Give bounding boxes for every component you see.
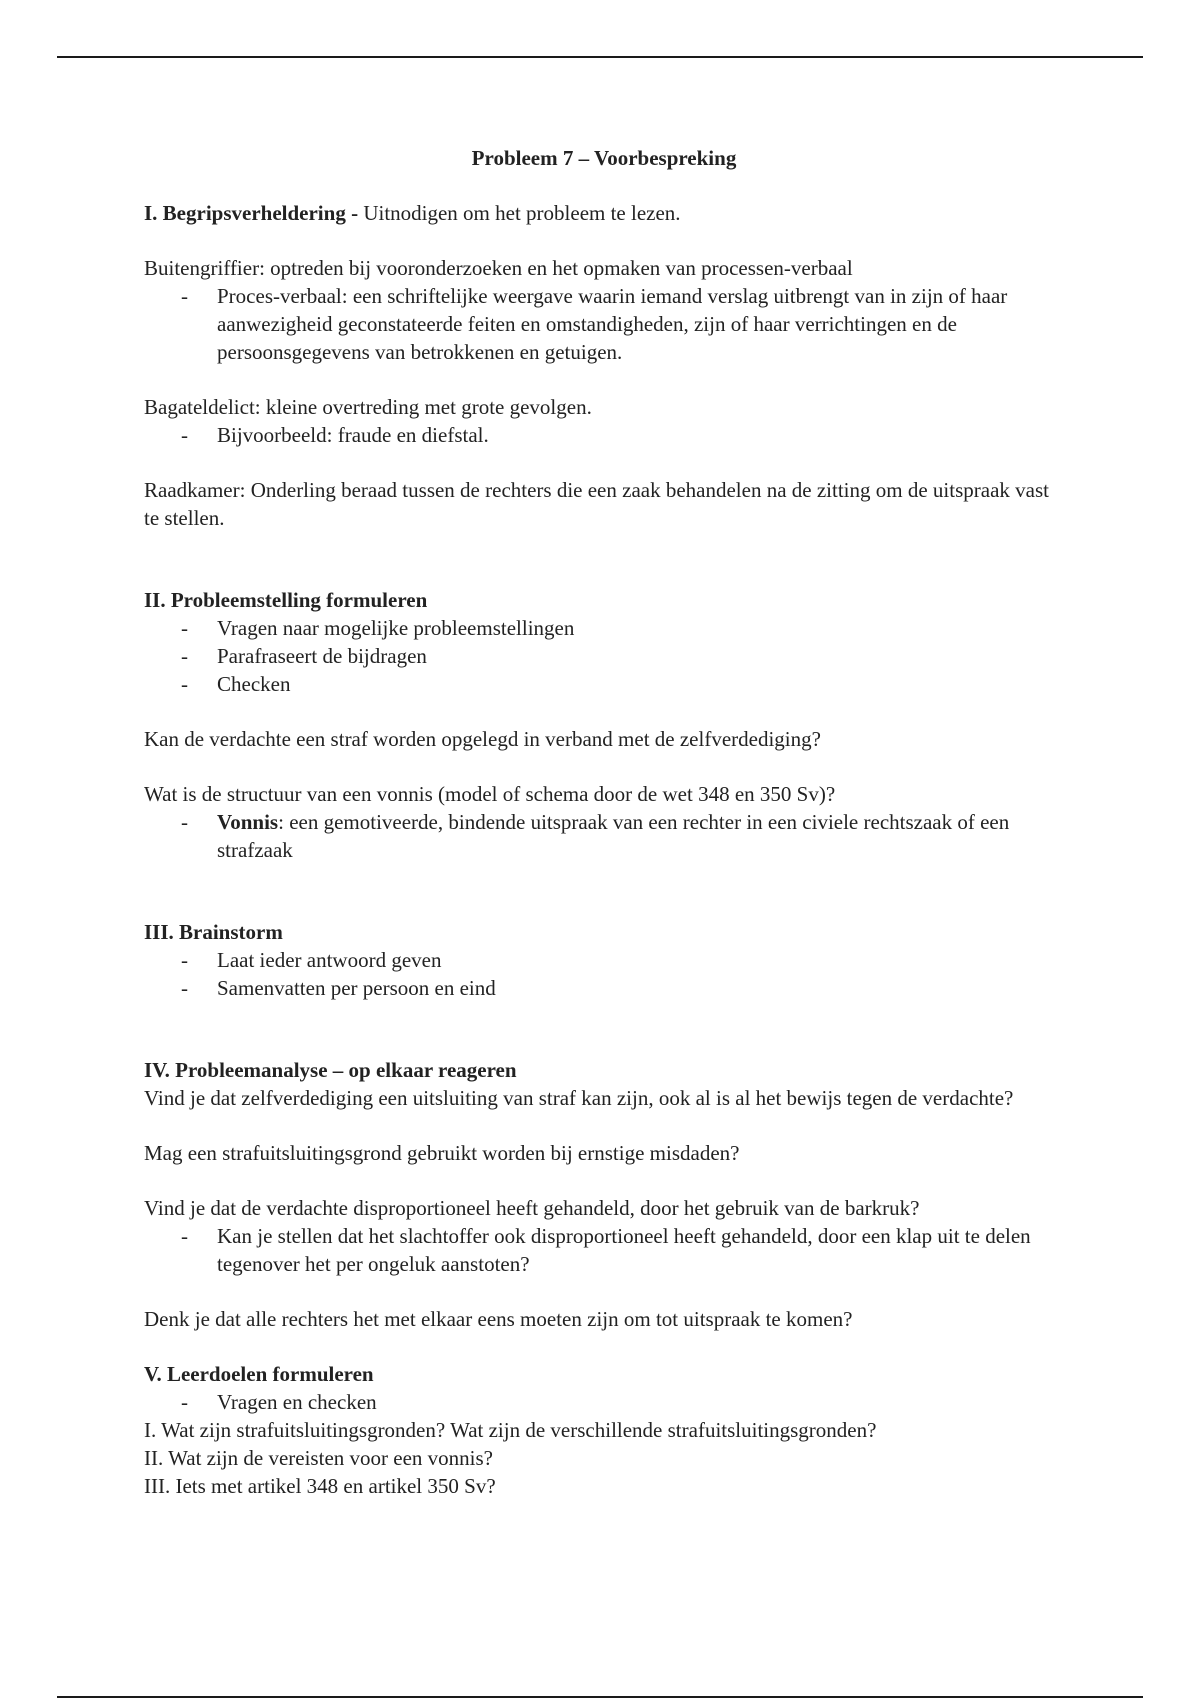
vonnis-definition: : een gemotiveerde, bindende uitspraak van een rechter in een civiele rechtszaak of een strafzaak bbox=[217, 810, 1010, 862]
section-2-question-1: Kan de verdachte een straf worden opgelegd in verband met de zelfverdediging? bbox=[144, 727, 821, 751]
section-1-intro bbox=[144, 199, 1064, 227]
section-1-heading: I. Begripsverheldering - bbox=[144, 201, 359, 225]
footer-rule bbox=[57, 1696, 1143, 1698]
vonnis-list bbox=[144, 808, 1064, 864]
section-4-question-3: Vind je dat de verdachte disproportioneel heeft gehandeld, door het gebruik van de barkruk? bbox=[144, 1196, 920, 1220]
bagateldelict-list bbox=[144, 421, 1064, 449]
document-body bbox=[144, 144, 1064, 1500]
list-item: - Laat ieder antwoord geven bbox=[181, 948, 442, 972]
list-item: - Vonnis: een gemotiveerde, bindende uitspraak van een rechter in een civiele rechtszaak of een strafzaak bbox=[181, 810, 1010, 862]
section-4-question-2: Mag een strafuitsluitingsgrond gebruikt worden bij ernstige misdaden? bbox=[144, 1141, 740, 1165]
learning-goal-1: I. Wat zijn strafuitsluitingsgronden? Wat zijn de verschillende strafuitsluitingsgronden? bbox=[144, 1418, 877, 1442]
section-4-list bbox=[144, 1222, 1064, 1278]
list-item: - Checken bbox=[181, 672, 291, 696]
list-item: - Samenvatten per persoon en eind bbox=[181, 976, 496, 1000]
section-5-heading: V. Leerdoelen formuleren bbox=[144, 1362, 374, 1386]
section-4-question-4: Denk je dat alle rechters het met elkaar eens moeten zijn om tot uitspraak te komen? bbox=[144, 1307, 853, 1331]
learning-goal-2: II. Wat zijn de vereisten voor een vonnis? bbox=[144, 1446, 493, 1470]
section-4-question-1: Vind je dat zelfverdediging een uitsluiting van straf kan zijn, ook al is al het bewijs tegen de verdachte? bbox=[144, 1086, 1014, 1110]
buitengriffier-list bbox=[144, 282, 1064, 366]
list-item: - Vragen naar mogelijke probleemstellingen bbox=[181, 616, 575, 640]
document-title: Probleem 7 – Voorbespreking bbox=[471, 146, 737, 170]
header-rule bbox=[57, 56, 1143, 58]
learning-goal-3: III. Iets met artikel 348 en artikel 350 Sv? bbox=[144, 1474, 496, 1498]
section-2-heading: II. Probleemstelling formuleren bbox=[144, 588, 428, 612]
term-raadkamer: Raadkamer: Onderling beraad tussen de rechters die een zaak behandelen na de zitting om de uitspraak vast te stellen. bbox=[144, 478, 1049, 530]
section-2-question-2: Wat is de structuur van een vonnis (model of schema door de wet 348 en 350 Sv)? bbox=[144, 782, 836, 806]
term-bagateldelict: Bagateldelict: kleine overtreding met grote gevolgen. bbox=[144, 395, 592, 419]
vonnis-term: Vonnis bbox=[217, 810, 279, 834]
section-5-list bbox=[144, 1388, 1064, 1416]
section-3-list bbox=[144, 946, 1064, 1002]
list-item: - Proces-verbaal: een schriftelijke weergave waarin iemand verslag uitbrengt van in zijn of haar aanwezigheid geconstateerde feiten en omstandigheden, zijn of haar verrichtingen en de persoonsgegevens van betrokkenen en getuigen. bbox=[181, 284, 1008, 364]
list-item: - Kan je stellen dat het slachtoffer ook disproportioneel heeft gehandeld, door een klap uit te delen tegenover het per ongeluk aanstoten? bbox=[181, 1224, 1031, 1276]
section-1-text: Uitnodigen om het probleem te lezen. bbox=[358, 201, 681, 225]
list-item: - Vragen en checken bbox=[181, 1390, 377, 1414]
section-2-list bbox=[144, 614, 1064, 698]
section-4-heading: IV. Probleemanalyse – op elkaar reageren bbox=[144, 1058, 517, 1082]
term-buitengriffier: Buitengriffier: optreden bij vooronderzoeken en het opmaken van processen-verbaal bbox=[144, 256, 853, 280]
list-item: - Bijvoorbeeld: fraude en diefstal. bbox=[181, 423, 489, 447]
section-3-heading: III. Brainstorm bbox=[144, 920, 283, 944]
list-item: - Parafraseert de bijdragen bbox=[181, 644, 427, 668]
